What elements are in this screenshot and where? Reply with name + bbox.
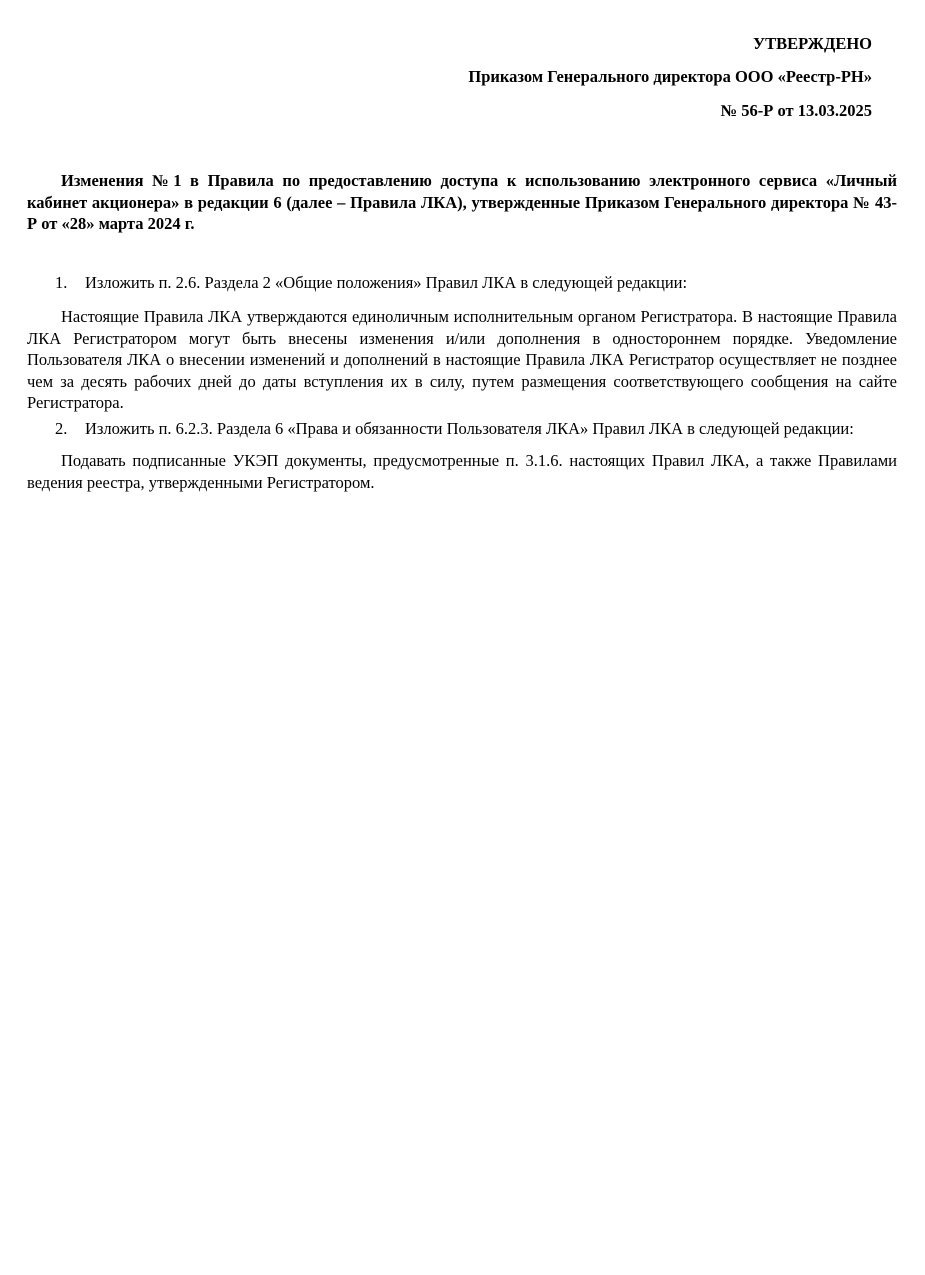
approval-order-number: № 56-Р от 13.03.2025: [720, 101, 872, 120]
document-title: Изменения №1 в Правила по предоставлению доступа к использованию электронного сервиса «Личный кабинет акционера» в редакции 6 (далее – Правила ЛКА), утвержденные Приказом Генерального директора № 43-Р от «28» марта 2024 г.: [27, 171, 897, 233]
approval-order-issuer: Приказом Генерального директора ООО «Реестр-РН»: [468, 67, 872, 86]
list-item-text: Изложить п. 6.2.3. Раздела 6 «Права и обязанности Пользователя ЛКА» Правил ЛКА в следующей редакции:: [85, 419, 854, 438]
amendment-paragraph: Подавать подписанные УКЭП документы, предусмотренные п. 3.1.6. настоящих Правил ЛКА, а также Правилами ведения реестра, утвержденными Регистратором.: [27, 451, 897, 492]
list-item-number: 1.: [55, 273, 68, 292]
list-item-text: Изложить п. 2.6. Раздела 2 «Общие положения» Правил ЛКА в следующей редакции:: [85, 273, 688, 292]
list-item-number: 2.: [55, 419, 68, 438]
approval-stamp-title: УТВЕРЖДЕНО: [753, 34, 872, 53]
amendment-paragraph: Настоящие Правила ЛКА утверждаются единоличным исполнительным органом Регистратора. В настоящие Правила ЛКА Регистратором могут быть внесены изменения и/или дополнения в одностороннем порядке. Уведомление Пользователя ЛКА о внесении изменений и дополнений в настоящие Правила ЛКА Регистратор осуществляет не позднее чем за десять рабочих дней до даты вступления их в силу, путем размещения соответствующего сообщения на сайте Регистратора.: [27, 307, 897, 412]
